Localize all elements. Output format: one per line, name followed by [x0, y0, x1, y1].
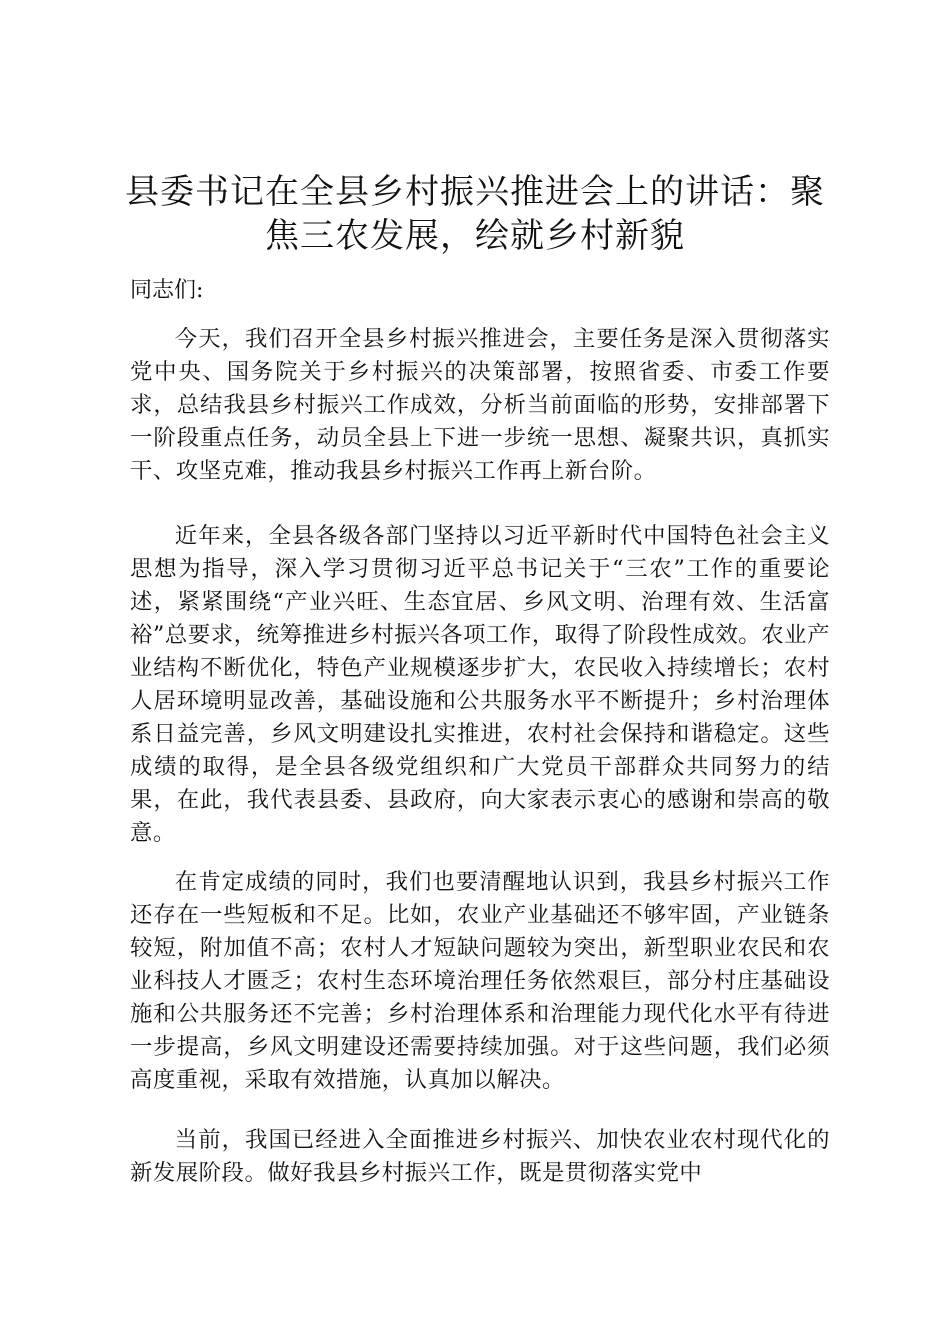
paragraph: 今天，我们召开全县乡村振兴推进会，主要任务是深入贯彻落实党中央、国务院关于乡村振兴的决策部署，按照省委、市委工作要求，总结我县乡村振兴工作成效，分析当前面临的形势，安排部署下一阶段重点任务，动员全县上下进一步统一思想、凝聚共识，真抓实干、攻坚克难，推动我县乡村振兴工作再上新台阶。	[130, 326, 830, 484]
salutation: 同志们:	[130, 278, 204, 303]
paragraph: 在肯定成绩的同时，我们也要清醒地认识到，我县乡村振兴工作还存在一些短板和不足。比如，农业产业基础还不够牢固，产业链条较短，附加值不高；农村人才短缺问题较为突出，新型职业农民和农业科技人才匮乏；农村生态环境治理任务依然艰巨，部分村庄基础设施和公共服务还不完善；乡村治理体系和治理能力现代化水平有待进一步提高，乡风文明建设还需要持续加强。对于这些问题，我们必须高度重视，采取有效措施，认真加以解决。	[130, 869, 830, 1093]
paragraph: 当前，我国已经进入全面推进乡村振兴、加快农业农村现代化的新发展阶段。做好我县乡村振兴工作，既是贯彻落实党中	[130, 1127, 830, 1186]
document-title: 县委书记在全县乡村振兴推进会上的讲话：聚焦三农发展，绘就乡村新貌	[125, 172, 825, 256]
paragraph: 近年来，全县各级各部门坚持以习近平新时代中国特色社会主义思想为指导，深入学习贯彻习近平总书记关于“三农”工作的重要论述，紧紧围绕“产业兴旺、生态宜居、乡风文明、治理有效、生活富裕”总要求，统筹推进乡村振兴各项工作，取得了阶段性成效。农业产业结构不断优化，特色产业规模逐步扩大，农民收入持续增长；农村人居环境明显改善，基础设施和公共服务水平不断提升；乡村治理体系日益完善，乡风文明建设扎实推进，农村社会保持和谐稳定。这些成绩的取得，是全县各级党组织和广大党员干部群众共同努力的结果，在此，我代表县委、县政府，向大家表示衷心的感谢和崇高的敬意。	[130, 523, 830, 846]
